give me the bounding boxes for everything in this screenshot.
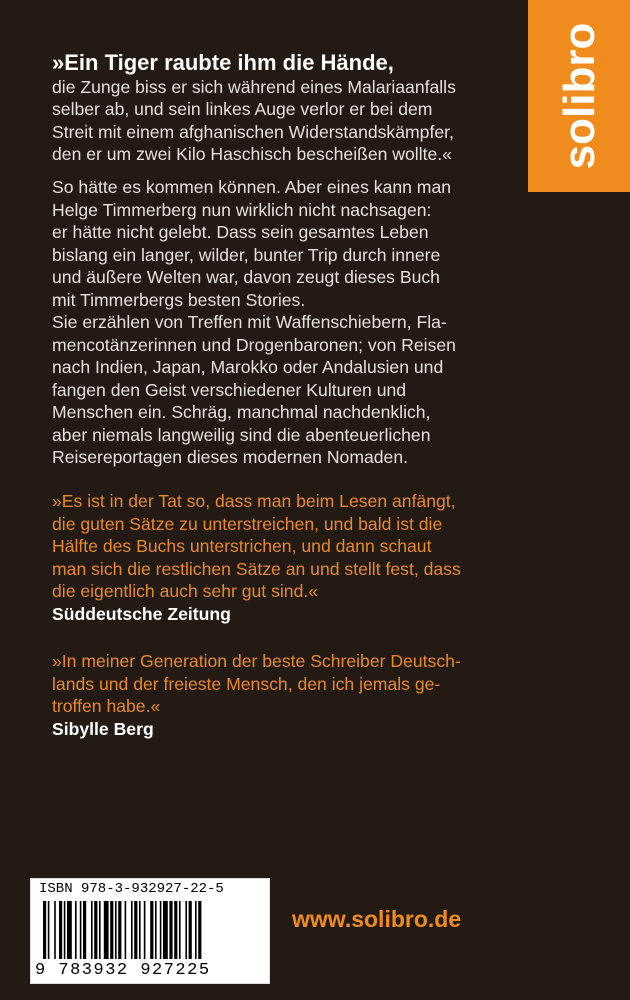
description-line: fangen den Geist verschiedener Kulturen und bbox=[52, 379, 407, 400]
description-line: mit Timmerbergs besten Stories. bbox=[52, 289, 306, 310]
quote-line: lands und der freieste Mensch, den ich jemals ge- bbox=[52, 673, 441, 694]
description-line: Reisereportagen dieses modernen Nomaden. bbox=[52, 447, 408, 467]
quote-line: troffen habe.« bbox=[52, 696, 161, 716]
barcode-bars-icon bbox=[41, 901, 259, 961]
lead-line: den er um zwei Kilo Haschisch bescheißen wollte.« bbox=[52, 144, 452, 164]
quote-line: »Es ist in der Tat so, dass man beim Lesen anfängt, bbox=[52, 491, 456, 511]
description-line: nach Indien, Japan, Marokko oder Andalusien und bbox=[52, 357, 444, 377]
description-paragraph bbox=[52, 176, 522, 469]
quote-line: man sich die restlichen Sätze an und stellt fest, dass bbox=[52, 558, 461, 579]
lead-headline-tail: , bbox=[387, 50, 394, 75]
lead-headline: »Ein Tiger raubte ihm die Hände bbox=[52, 50, 388, 75]
quote-line: Hälfte des Buchs unterstrichen, und dann schaut bbox=[52, 536, 432, 556]
description-line: bislang ein langer, wilder, bunter Trip durch innere bbox=[52, 244, 441, 265]
quote-source: Sibylle Berg bbox=[52, 718, 154, 739]
brand-tab bbox=[528, 0, 630, 192]
review-quote-1 bbox=[52, 490, 522, 625]
quote-source: Süddeutsche Zeitung bbox=[52, 603, 231, 624]
isbn-label: ISBN 978-3-932927-22-5 bbox=[39, 881, 224, 897]
barcode bbox=[30, 878, 270, 984]
description-line: und äußere Welten war, davon zeugt dieses Buch bbox=[52, 267, 440, 287]
description-line: er hätte nicht gelebt. Dass sein gesamtes Leben bbox=[52, 222, 429, 242]
quote-line: die eigentlich auch sehr gut sind.« bbox=[52, 581, 319, 601]
barcode-digits: 9 783932 927225 bbox=[35, 961, 211, 980]
lead-line: selber ab, und sein linkes Auge verlor er bei dem bbox=[52, 99, 433, 119]
description-line: mencotänzerinnen und Drogenbaronen; von Reisen bbox=[52, 334, 456, 355]
description-line: So hätte es kommen können. Aber eines kann man bbox=[52, 177, 452, 197]
lead-paragraph bbox=[52, 52, 522, 166]
quote-line: »In meiner Generation der beste Schreiber Deutsch- bbox=[52, 651, 461, 671]
lead-line: die Zunge biss er sich während eines Malariaanfalls bbox=[52, 76, 456, 97]
review-quote-2 bbox=[52, 650, 522, 740]
lead-line: Streit mit einem afghanischen Widerstandskämpfer, bbox=[52, 121, 454, 142]
brand-logo: solibro bbox=[555, 22, 604, 170]
description-line: Menschen ein. Schräg, manchmal nachdenklich, bbox=[52, 402, 431, 422]
description-line: Sie erzählen von Treffen mit Waffenschiebern, Fla- bbox=[52, 312, 447, 332]
description-line: aber niemals langweilig sind die abenteuerlichen bbox=[52, 424, 431, 445]
description-line: Helge Timmerberg nun wirklich nicht nachsagen: bbox=[52, 199, 432, 220]
website-url[interactable]: www.solibro.de bbox=[292, 906, 462, 932]
quote-line: die guten Sätze zu unterstreichen, und bald ist die bbox=[52, 513, 443, 534]
